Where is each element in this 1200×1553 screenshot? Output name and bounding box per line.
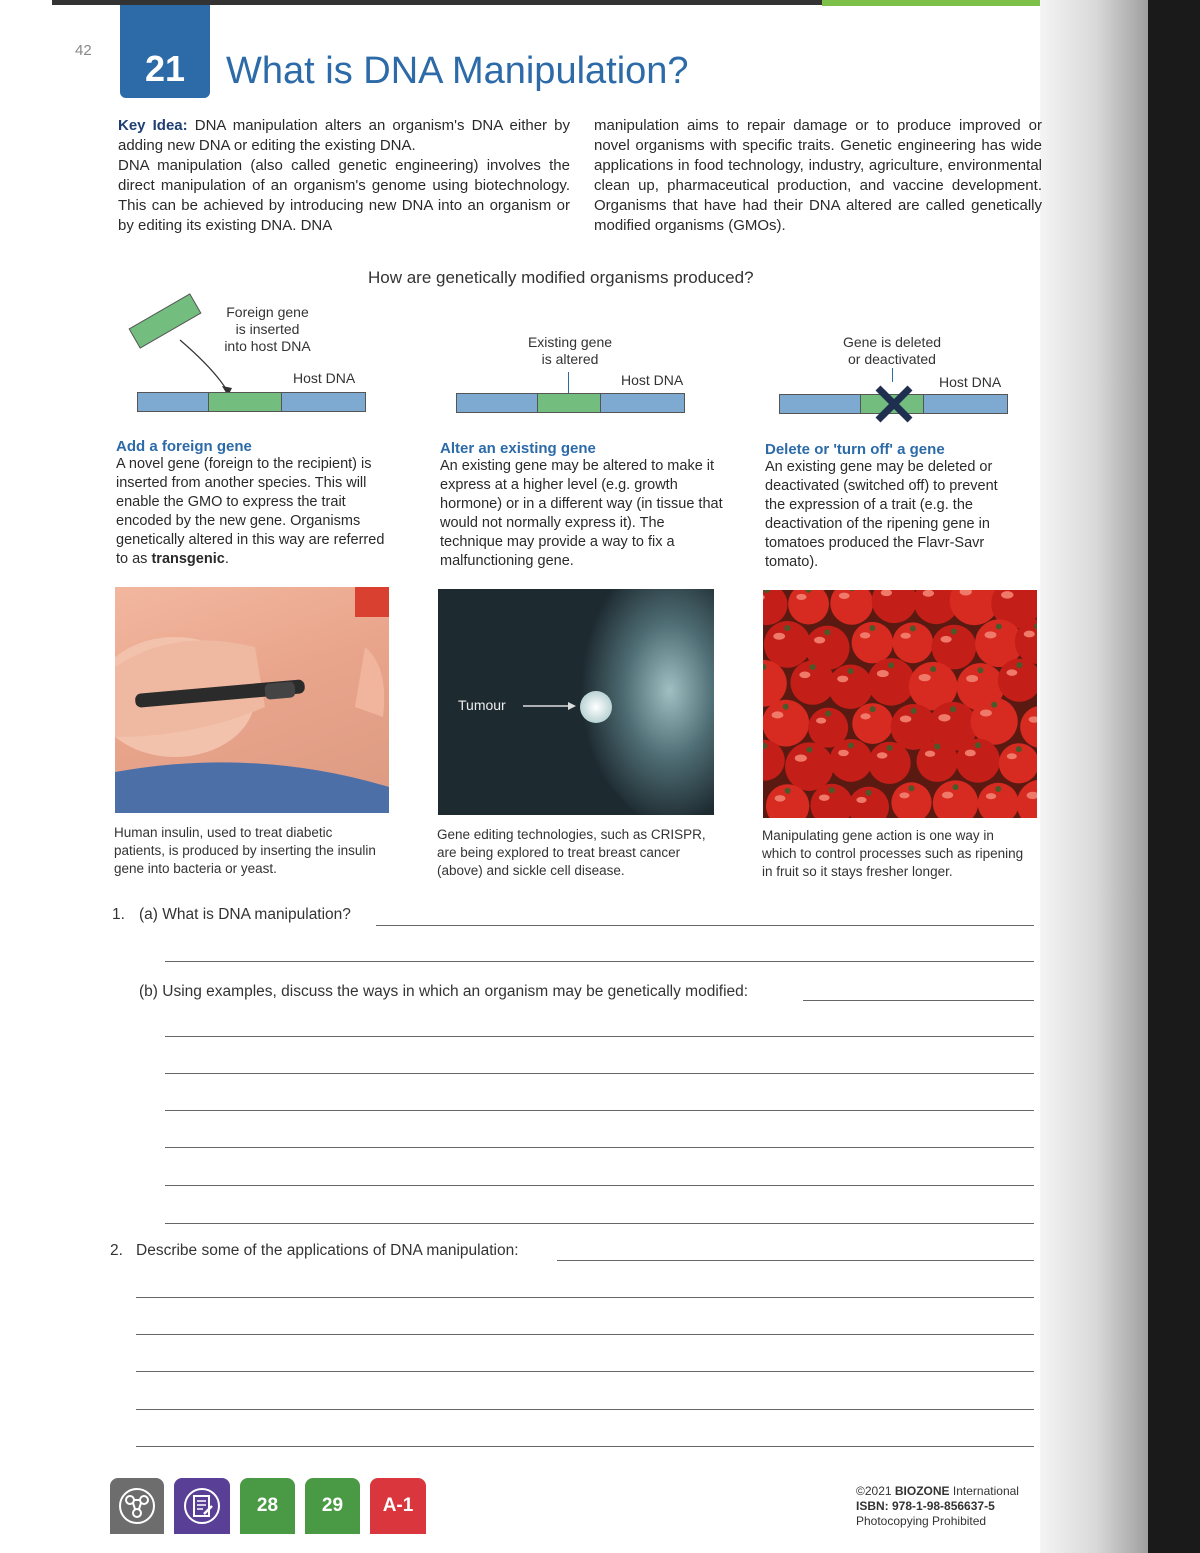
question-1b: (b) Using examples, discuss the ways in which an organism may be genetically modified:: [139, 983, 749, 1000]
answer-line-2-6[interactable]: [136, 1446, 1034, 1447]
tomato-stem: [848, 668, 854, 674]
text-add-gene-body: A novel gene (foreign to the recipient) is inserted from another species. This will enable the GMO to express the trait encoded by the new gene. Organisms genetically altered in this way are referred to as: [116, 456, 385, 567]
host-dna-label-1: Host DNA: [293, 370, 356, 386]
tomato-highlight: [900, 716, 911, 723]
footer-copyright-suffix: International: [952, 1484, 1019, 1498]
answer-line-1b-6[interactable]: [165, 1185, 1034, 1186]
tomato-stem: [995, 786, 1001, 792]
tomato-highlight: [877, 670, 889, 677]
worksheet-icon: [182, 1486, 222, 1526]
tomato-stem: [887, 745, 893, 751]
question-1a: (a) What is DNA manipulation?: [139, 906, 351, 923]
tomato-highlight: [877, 752, 888, 758]
existing-gene-label-line1: Existing gene: [527, 334, 613, 350]
tomato: [1020, 706, 1037, 748]
tomato-stem: [950, 706, 956, 712]
tomato-highlight: [856, 797, 866, 803]
caption-crispr: Gene editing technologies, such as CRISPR, are being explored to treat breast cancer (above) and sickle cell disease.: [437, 827, 706, 878]
answer-line-2-4[interactable]: [136, 1371, 1034, 1372]
tomato-highlight: [795, 755, 807, 762]
answer-line-1a-2[interactable]: [165, 961, 1034, 962]
tomato-highlight: [816, 718, 826, 724]
tomato-stem: [977, 667, 983, 673]
tomato: [763, 590, 788, 625]
host-dna-label-3: Host DNA: [939, 374, 1002, 390]
text-delete-gene: An existing gene may be deleted or deactivated (switched off) to prevent the expression of a trait (e.g. the deactivation of the ripening gene in tomatoes produced the Flavr-Savr tomato).: [765, 459, 998, 570]
host-dna-label-2: Host DNA: [621, 372, 684, 388]
tomato-highlight: [986, 793, 996, 799]
key-idea-text: DNA manipulation alters an organism's DNA either by adding new DNA or editing the existing DNA.: [118, 117, 570, 154]
caption-tomatoes: Manipulating gene action is one way in which to control processes such as ripening in fruit so it stays fresher longer.: [762, 828, 1024, 879]
answer-line-1b-2[interactable]: [165, 1036, 1034, 1037]
molecule-icon: [117, 1486, 157, 1526]
tomato-highlight: [925, 751, 935, 757]
tomato-stem: [888, 662, 894, 668]
tomato-highlight: [819, 794, 830, 800]
deleted-gene-label-line1: Gene is deleted: [842, 334, 942, 350]
tomato-stem: [1016, 746, 1022, 752]
heading-add-gene: Add a foreign gene: [116, 438, 252, 455]
insulin-pen-illustration: [115, 587, 389, 813]
answer-line-1b-1[interactable]: [803, 1000, 1034, 1001]
answer-line-2-5[interactable]: [136, 1409, 1034, 1410]
deleted-gene-label-line2: or deactivated: [848, 351, 936, 367]
intro-left: [118, 116, 570, 236]
foreign-gene-label-line3: into host DNA: [224, 338, 311, 354]
tomato-highlight: [901, 633, 911, 639]
existing-gene-label-line2: is altered: [541, 351, 599, 367]
footer: [856, 1484, 1019, 1529]
tomato-stem: [911, 708, 917, 714]
tomato-stem: [824, 629, 830, 635]
insulin-pen-photo: [115, 587, 389, 813]
column-delete-gene: [765, 441, 1020, 572]
text-add-gene-bold: transgenic: [151, 551, 225, 567]
tomato-stem: [785, 788, 791, 794]
foreign-gene-label-line1: Foreign gene: [226, 304, 309, 320]
book-binding: [1148, 0, 1200, 1553]
tomato-highlight: [860, 713, 870, 719]
tomato-highlight: [837, 676, 848, 683]
tomato-highlight: [1001, 591, 1013, 598]
activity-number-box: [120, 5, 210, 98]
tomato-stem: [825, 711, 831, 717]
link-badge-28[interactable]: 28: [240, 1478, 295, 1534]
tomato-highlight: [814, 637, 825, 644]
tomato-stem: [848, 742, 854, 748]
heading-delete-gene: Delete or 'turn off' a gene: [765, 441, 945, 458]
delete-pointer: [892, 368, 893, 382]
tomato-stem: [784, 625, 790, 631]
footer-brand: BIOZONE: [894, 1484, 950, 1498]
tomato-highlight: [966, 675, 978, 682]
tomato-highlight: [860, 632, 870, 638]
foreign-gene-label: [220, 304, 315, 355]
answer-line-1b-3[interactable]: [165, 1073, 1034, 1074]
tomato-highlight: [985, 631, 997, 638]
answer-line-1a-1[interactable]: [376, 925, 1034, 926]
tomato-stem: [908, 785, 914, 791]
tomato-stem: [806, 747, 812, 753]
tomato-highlight: [899, 792, 909, 798]
tumour-label: Tumour: [458, 697, 506, 713]
tomato-highlight: [838, 750, 849, 756]
tomato-highlight: [942, 792, 953, 799]
link-badge-29[interactable]: 29: [305, 1478, 360, 1534]
link-badge-a1[interactable]: A-1: [370, 1478, 426, 1534]
deleted-gene-label: [838, 334, 946, 368]
molecule-badge[interactable]: [110, 1478, 164, 1534]
answer-line-2-3[interactable]: [136, 1334, 1034, 1335]
text-add-gene-end: .: [224, 551, 229, 567]
tomato-stem: [910, 626, 916, 632]
answer-line-1b-5[interactable]: [165, 1147, 1034, 1148]
tomatoes-photo: [763, 590, 1037, 818]
foreign-gene-label-line2: is inserted: [235, 321, 300, 337]
inserted-gene-segment: [208, 393, 282, 411]
tomato-highlight: [919, 674, 931, 681]
question-2: Describe some of the applications of DNA manipulation:: [136, 1242, 519, 1259]
tomato-stem: [866, 790, 872, 796]
column-alter-gene: [440, 440, 725, 571]
existing-gene-label: [520, 334, 620, 368]
tomato-stem: [783, 704, 789, 710]
tomato-stem: [991, 702, 997, 708]
tomato-highlight: [980, 709, 992, 716]
tomato-highlight: [839, 593, 850, 599]
worksheet-badge[interactable]: [174, 1478, 230, 1534]
footer-notice: Photocopying Prohibited: [856, 1514, 987, 1528]
tomatoes-illustration: [763, 590, 1037, 818]
tomato-stem: [975, 742, 981, 748]
tomato-stem: [951, 628, 957, 634]
page-title: What is DNA Manipulation?: [226, 50, 689, 92]
tomato-highlight: [773, 633, 785, 640]
tomato: [872, 590, 917, 623]
tomato-highlight: [799, 672, 810, 679]
tomato-stem: [996, 624, 1002, 630]
question-2-number: 2.: [110, 1242, 123, 1259]
tomato-stem: [930, 666, 936, 672]
altered-gene-segment: [537, 394, 601, 412]
delete-cross-icon: [872, 382, 916, 426]
tomato-highlight: [772, 711, 784, 718]
answer-line-1b-4[interactable]: [165, 1110, 1034, 1111]
page-number: 42: [75, 42, 92, 59]
answer-line-2-2[interactable]: [136, 1297, 1034, 1298]
tomato-stem: [870, 706, 876, 712]
column-add-gene: [116, 438, 386, 569]
host-dna-strand-2: [456, 393, 685, 413]
question-1-number: 1.: [112, 906, 125, 923]
tomato-highlight: [1024, 631, 1035, 638]
tomato-highlight: [923, 590, 934, 597]
tomato-stem: [1016, 662, 1022, 668]
footer-copyright: [856, 1484, 1019, 1499]
tomato-highlight: [938, 714, 950, 721]
foreign-gene-shape: [129, 294, 201, 348]
page-top-tab: [822, 0, 1062, 6]
text-alter-gene: An existing gene may be altered to make it express at a higher level (e.g. growth hormone) or in a different way (in tissue that would not normally express it). The technique may provide a way to fix a malfunctioning gene.: [440, 458, 723, 569]
tomato-stem: [934, 744, 940, 750]
diagram-question: How are genetically modified organisms produced?: [368, 268, 754, 287]
host-dna-strand-1: [137, 392, 366, 412]
key-idea-label: Key Idea:: [118, 117, 188, 134]
intro-left-text: DNA manipulation (also called genetic engineering) involves the direct manipulation of an organism's genome using biotechnology. This can be achieved by introducing new DNA into an organism or by editing its existing DNA. DNA: [118, 157, 570, 234]
intro-right: manipulation aims to repair damage or to produce improved or novel organisms with specific traits. Genetic engineering has wide applications in food technology, industry, agriculture, environmental clean up, pharmaceutical production, and vaccine development. Organisms that have had their DNA altered are called genetically modified organisms (GMOs).: [594, 117, 1042, 234]
tomato: [788, 590, 829, 624]
tomato-highlight: [940, 636, 951, 643]
footer-copyright-year: ©2021: [856, 1484, 892, 1498]
tomato: [830, 590, 873, 625]
tomato-highlight: [775, 795, 786, 802]
tumour-scan-photo: [438, 589, 714, 815]
tomato-highlight: [796, 594, 806, 600]
tomato-stem: [953, 784, 959, 790]
caption-insulin: Human insulin, used to treat diabetic patients, is produced by inserting the insulin gene into bacteria or yeast.: [114, 825, 376, 876]
answer-line-1b-7[interactable]: [165, 1223, 1034, 1224]
footer-isbn: ISBN: 978-1-98-856637-5: [856, 1499, 995, 1513]
tomato-highlight: [965, 750, 976, 757]
tomato-stem: [810, 664, 816, 670]
activity-number: 21: [144, 48, 186, 89]
text-add-gene: [116, 455, 386, 569]
answer-line-2-1[interactable]: [557, 1260, 1034, 1261]
tomato-highlight: [1006, 669, 1017, 675]
tomato-highlight: [1007, 753, 1017, 759]
heading-alter-gene: Alter an existing gene: [440, 440, 596, 457]
tomato-stem: [829, 787, 835, 793]
tomato-stem: [869, 625, 875, 631]
